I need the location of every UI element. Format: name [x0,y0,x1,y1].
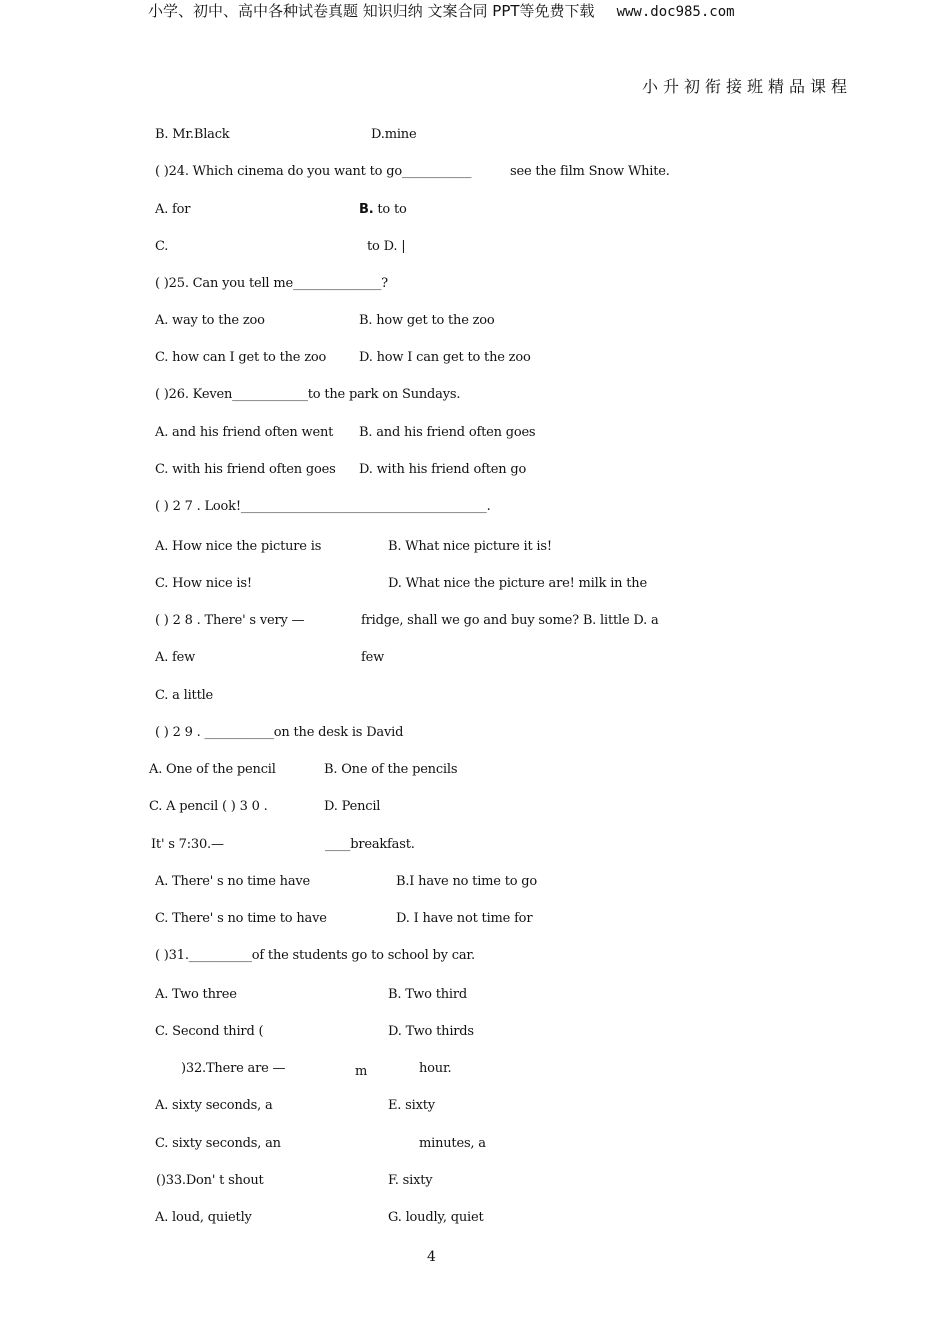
option-line: F. sixty [388,1173,433,1188]
option-text: to to [373,202,407,217]
option-line: G. loudly, quiet [388,1210,484,1225]
option-line: E. sixty [388,1098,435,1113]
question-24: ( )24. Which cinema do you want to go___________ [155,164,472,179]
option-line: A. and his friend often went [155,425,334,440]
option-line: C. [155,239,169,254]
option-line: D. how I can get to the zoo [359,350,531,365]
option-line: minutes, a [419,1136,486,1151]
option-line: B. and his friend often goes [359,425,536,440]
option-line: A. sixty seconds, a [155,1098,273,1113]
question-28-tail: fridge, shall we go and buy some? B. little D. a [361,613,659,628]
question-33: ()33.Don' t shout [156,1173,264,1188]
option-line: A. Two three [155,987,237,1002]
question-32: )32.There are — [181,1061,286,1076]
question-32-mid: m [355,1064,368,1079]
option-line: B. Mr.Black [155,127,230,142]
option-line: C. There' s no time to have [155,911,327,926]
option-line: B.I have no time to go [396,874,538,889]
option-line: D. with his friend often go [359,462,527,477]
option-line: D. Pencil [324,799,381,814]
question-30-tail: ____breakfast. [325,837,415,852]
option-line: C. How nice is! [155,576,252,591]
option-line: few [361,650,385,665]
option-line: D. I have not time for [396,911,533,926]
option-line: A. One of the pencil [149,762,276,777]
option-line: to D. | [367,239,406,254]
page-number: 4 [427,1249,436,1265]
option-line: C. Second third ( [155,1024,264,1039]
question-24-tail: see the film Snow White. [510,164,670,179]
question-31: ( )31.__________of the students go to school by car. [155,948,475,963]
option-line: A. for [155,202,191,217]
option-line: B. What nice picture it is! [388,539,552,554]
option-line: B. how get to the zoo [359,313,495,328]
option-line: C. sixty seconds, an [155,1136,281,1151]
option-line: B. One of the pencils [324,762,458,777]
option-line: D. What nice the picture are! milk in the [388,576,647,591]
option-line: A. loud, quietly [155,1210,252,1225]
question-27: ( ) 2 7 . Look!_______________________________________. [155,499,491,514]
option-line: A. way to the zoo [155,313,265,328]
option-line: D. Two thirds [388,1024,474,1039]
option-label-bold: B. [359,202,374,217]
question-32-tail: hour. [419,1061,452,1076]
option-line: B. Two third [388,987,468,1002]
question-29: ( ) 2 9 . ___________on the desk is David [155,725,404,740]
question-28: ( ) 2 8 . There' s very — [155,613,305,628]
question-25: ( )25. Can you tell me______________? [155,276,388,291]
option-line [359,202,407,218]
course-title: 小升初衔接班精品课程 [641,77,852,96]
question-26: ( )26. Keven____________to the park on Sundays. [155,387,461,402]
question-30: It' s 7:30.— [151,837,224,852]
option-line: A. How nice the picture is [155,539,322,554]
option-line: A. few [155,650,196,665]
header-promo-text: 小学、初中、高中各种试卷真题 知识归纳 文案合同 PPT等免费下载 [148,2,595,20]
option-line: D.mine [371,127,417,142]
option-line: C. how can I get to the zoo [155,350,327,365]
option-line: A. There' s no time have [155,874,311,889]
option-line: C. a little [155,688,214,703]
site-header [148,0,735,21]
option-line: C. with his friend often goes [155,462,336,477]
header-url[interactable]: www.doc985.com [616,4,735,20]
option-line: C. A pencil ( ) 3 0 . [149,799,268,814]
